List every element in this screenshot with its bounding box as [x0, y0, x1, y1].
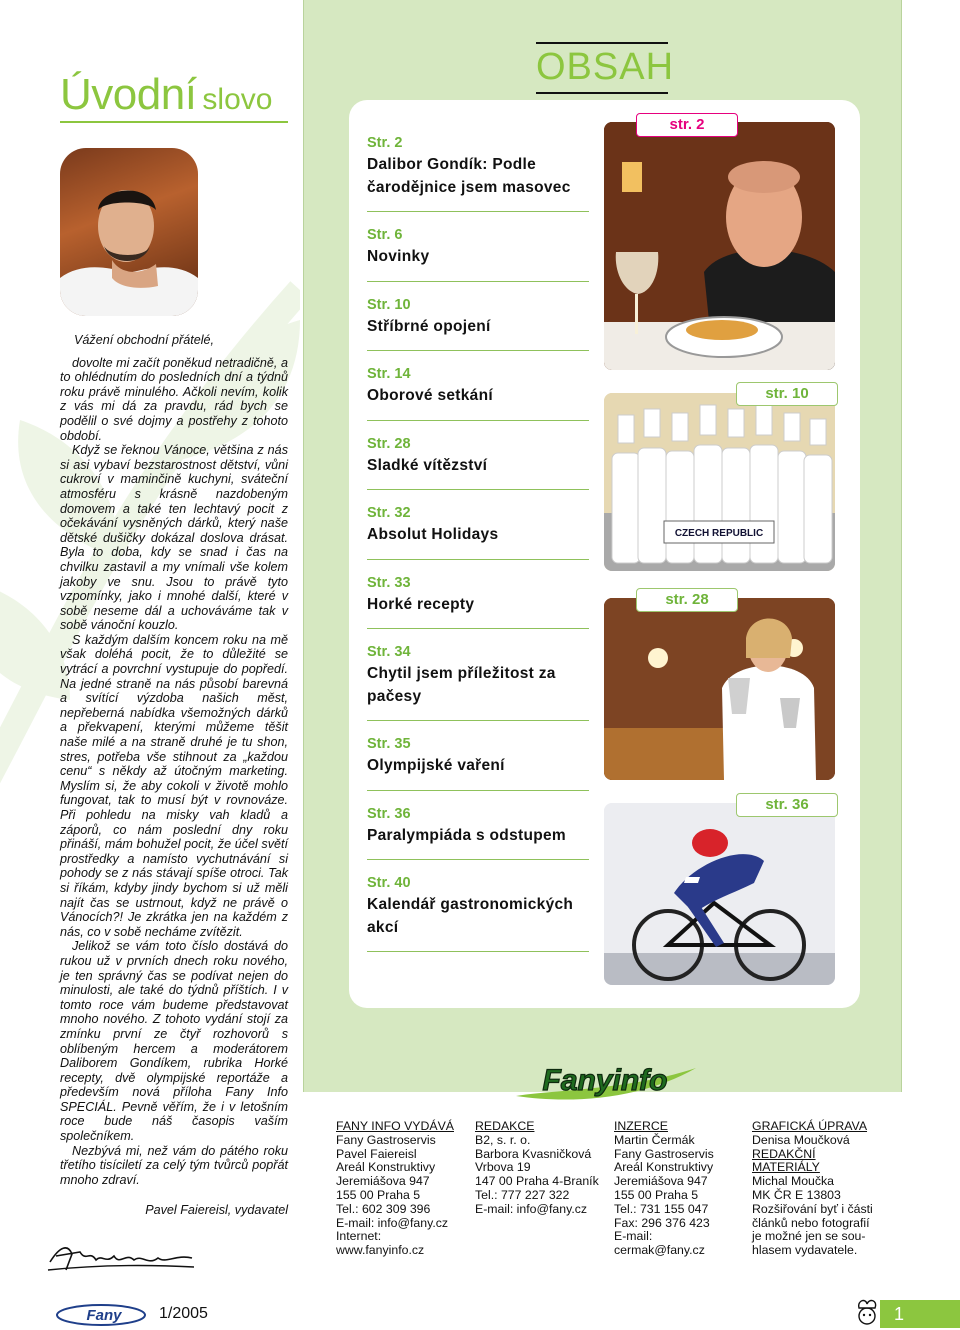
imprint-line: B2, s. r. o.: [475, 1132, 531, 1147]
toc-item[interactable]: [367, 641, 589, 721]
photo-chef-team: [604, 393, 835, 571]
toc-page: Str. 34: [367, 644, 411, 660]
photo-page-tab: str. 10: [736, 382, 838, 406]
letter-paragraph: S každým dalším koncem roku na mě však doléhá pocit, že to důležité se vytrácí a povrchní vystupuje do popředí. Na jedné straně na nás působí barevná a svítící výzdoba našich měst, nepřeberná nabídka všemožných dárků a překvapení, kterými můžeme těšit naše milé a na straně druhé je tu shon, stres, potřeba vše stihnout za „každou cenu“ s někdy až útočným marketing. Myslím si, že aby cokoli v životě mohlo fungovat, tak to musí být v rovnováze. Při pohledu na misky vah kladů a záporů, co nám poslední dny roku přináší, mám bohužel pocit, že účel světí prostředky a namísto vychutnávání si pohody se z nás stávají spíše otroci. Tak si říkám, kdyby jindy bychom si už měli najít čas se ustrnout, když ne právě o Vánocích?! Je zkrátka jen na každém z nás, co v sobě necháme zvítězit.: [60, 632, 288, 939]
team-banner-text: CZECH REPUBLIC: [674, 528, 764, 539]
imprint-heading: MATERIÁLY: [752, 1160, 820, 1175]
photo-page-tab: str. 2: [636, 113, 738, 137]
letter-paragraph: dovolte mi začít poněkud netradičně, a to ohlédnutím do posledních dní a týdnů roku právě minulého. Ačkoli nevím, kolik z vás mi dá za pravdu, rád bych se podělil o své dojmy a postřehy z tohoto období.: [60, 355, 288, 443]
toc-title: Chytil jsem příležitost za pačesy: [367, 665, 556, 705]
fanyinfo-logo-text: Fanyinfo: [542, 1064, 668, 1097]
toc-page: Str. 14: [367, 366, 411, 382]
toc-page: Str. 36: [367, 805, 411, 822]
imprint-publisher: [336, 1120, 466, 1258]
imprint-line: Fany Gastroservis: [336, 1132, 436, 1147]
toc-item[interactable]: [367, 872, 589, 952]
imprint-heading: INZERCE: [614, 1119, 668, 1133]
chef-mascot-icon: [854, 1298, 880, 1328]
imprint-line: E-mail:: [614, 1229, 653, 1244]
imprint-website[interactable]: www.fanyinfo.cz: [336, 1243, 425, 1258]
title-rule: [60, 121, 288, 123]
issue-number: 1/2005: [159, 1305, 208, 1322]
toc-title: Oborové setkání: [367, 387, 493, 404]
imprint-line: Martin Čermák: [614, 1132, 695, 1147]
imprint-advertising: [614, 1120, 744, 1258]
imprint-line: Internet:: [336, 1229, 382, 1244]
imprint-line: 147 00 Praha 4-Braník: [475, 1174, 599, 1189]
toc-item[interactable]: [367, 224, 589, 282]
imprint-line: Vrbova 19: [475, 1160, 531, 1175]
toc-page: Str. 35: [367, 736, 411, 752]
imprint-line: Jeremiášova 947: [336, 1174, 430, 1189]
letter-paragraph: Když se řeknou Vánoce, většina z nás si asi vybaví bezstarostnost dětství, vůni cukroví v maminčině kuchyni, sváteční atmosféru s krásně nazdobeným domovem a také ten lechtavý pocit z očekávání vysněných dárků, který naše dětské dušičky dokázal doslova drásat. Byla to doba, kdy se snad i čas na chvilku zastavil a my vnímali vše kolem jakoby ve snu. Jsou to právě tyto vzpomínky, jako i mnohé další, které v sobě neseme dál a uchováváme tak v sobě vánoční kouzlo.: [60, 443, 288, 633]
imprint-line: 155 00 Praha 5: [614, 1187, 699, 1202]
editorial-letter: [60, 333, 288, 1218]
editorial-title-main: Úvodní: [60, 70, 197, 119]
fany-footer-logo-text: Fany: [86, 1307, 122, 1324]
page-number: 1: [880, 1300, 960, 1328]
toc-title: Absolut Holidays: [367, 526, 499, 543]
letter-salutation: Vážení obchodní přátelé,: [74, 333, 215, 347]
imprint-heading: GRAFICKÁ ÚPRAVA: [752, 1119, 868, 1133]
toc-item[interactable]: [367, 733, 589, 791]
imprint-line: Pavel Faiereisl: [336, 1146, 417, 1161]
toc-title: Olympijské vaření: [367, 757, 505, 774]
toc-item[interactable]: [367, 363, 589, 421]
contents-title: OBSAH: [536, 46, 675, 88]
toc-title: Dalibor Gondík: Podle čarodějnice jsem masovec: [367, 156, 571, 196]
imprint-email[interactable]: E-mail: info@fany.cz: [336, 1215, 449, 1230]
imprint-heading: REDAKCE: [475, 1119, 535, 1133]
toc-item[interactable]: [367, 502, 589, 560]
toc-page: Str. 6: [367, 227, 403, 243]
photo-dalibor-gondik: [604, 122, 835, 370]
contents-rule-bottom: [536, 92, 668, 94]
toc-item[interactable]: [367, 803, 589, 861]
imprint-line: Tel.: 602 309 396: [336, 1201, 431, 1216]
imprint-line: Denisa Moučková: [752, 1132, 850, 1147]
imprint-line: je možné jen se sou-: [752, 1229, 866, 1244]
toc-page: Str. 2: [367, 135, 403, 151]
photo-page-tab: str. 36: [736, 793, 838, 817]
toc-page: Str. 33: [367, 574, 411, 591]
toc-page: Str. 10: [367, 296, 411, 313]
handwritten-signature: [46, 1240, 196, 1274]
editorial-title: [60, 70, 272, 120]
imprint-line: Tel.: 731 155 047: [614, 1201, 709, 1216]
toc-page: Str. 32: [367, 505, 411, 521]
photo-cyclist: [604, 803, 835, 985]
imprint-line: článků nebo fotografií: [752, 1215, 870, 1230]
toc-item[interactable]: [367, 132, 589, 212]
imprint-line: hlasem vydavatele.: [752, 1243, 858, 1258]
imprint-line: 155 00 Praha 5: [336, 1187, 421, 1202]
imprint-email[interactable]: E-mail: info@fany.cz: [475, 1201, 588, 1216]
contents-rule-top: [536, 42, 668, 44]
toc-page: Str. 40: [367, 875, 411, 891]
fany-footer-logo: [56, 1304, 146, 1326]
imprint-line: Michal Moučka: [752, 1174, 835, 1189]
imprint-line: MK ČR E 13803: [752, 1187, 841, 1202]
toc-item[interactable]: [367, 433, 589, 491]
toc-title: Novinky: [367, 248, 430, 265]
imprint-heading: FANY INFO VYDÁVÁ: [336, 1119, 454, 1133]
letter-signoff: Pavel Faiereisl, vydavatel: [145, 1203, 288, 1218]
toc-page: Str. 28: [367, 435, 411, 452]
toc-item[interactable]: [367, 294, 589, 352]
imprint-line: Fany Gastroservis: [614, 1146, 714, 1161]
publisher-portrait: [60, 148, 198, 316]
letter-paragraph: Nezbývá mi, než vám do pátého roku třetího tisíciletí za celý tým tvůrců popřát mnoho zdraví.: [60, 1143, 288, 1187]
imprint-line: Tel.: 777 227 322: [475, 1187, 570, 1202]
editorial-title-sub: slovo: [202, 83, 273, 116]
imprint-line: Areál Konstruktivy: [336, 1160, 436, 1175]
toc-title: Horké recepty: [367, 595, 475, 613]
imprint-graphics: [752, 1120, 892, 1258]
imprint-heading: REDAKČNÍ: [752, 1146, 816, 1161]
toc-item[interactable]: [367, 572, 589, 630]
toc-title: Sladké vítězství: [367, 456, 488, 474]
imprint-editorial: [475, 1120, 605, 1217]
imprint-line: Areál Konstruktivy: [614, 1160, 714, 1175]
imprint-line: Rozšiřování byť i části: [752, 1201, 873, 1216]
imprint-email[interactable]: cermak@fany.cz: [614, 1243, 705, 1258]
table-of-contents: [367, 132, 589, 964]
imprint-line: Barbora Kvasničková: [475, 1146, 592, 1161]
imprint-line: Jeremiášova 947: [614, 1174, 708, 1189]
toc-title: Stříbrné opojení: [367, 317, 491, 335]
letter-paragraph: Jelikož se vám toto číslo dostává do rukou už v prvních dnech roku nového, je ten správný čas se podívat nejen do minulosti, ale také do týdnů příštích. I v tomto roce vám budeme představovat mnoho nového. Z tohoto vydání stojí za zmínku první ze čtyř rozhovorů s oblíbeným hercem a moderátorem Daliborem Gondíkem, rubrika Horké recepty, dvě olympijské reportáže a především nová příloha Fany Info SPECIÁL. Pevně věřím, že i v letošním roce bude náš časopis vaším společníkem.: [60, 939, 288, 1144]
toc-title: Paralympiáda s odstupem: [367, 826, 566, 844]
toc-title: Kalendář gastronomických akcí: [367, 896, 574, 936]
imprint-line: Fax: 296 376 423: [614, 1215, 710, 1230]
fanyinfo-logo: [510, 1060, 700, 1104]
photo-winner-with-trophies: [604, 598, 835, 780]
photo-page-tab: str. 28: [636, 588, 738, 612]
